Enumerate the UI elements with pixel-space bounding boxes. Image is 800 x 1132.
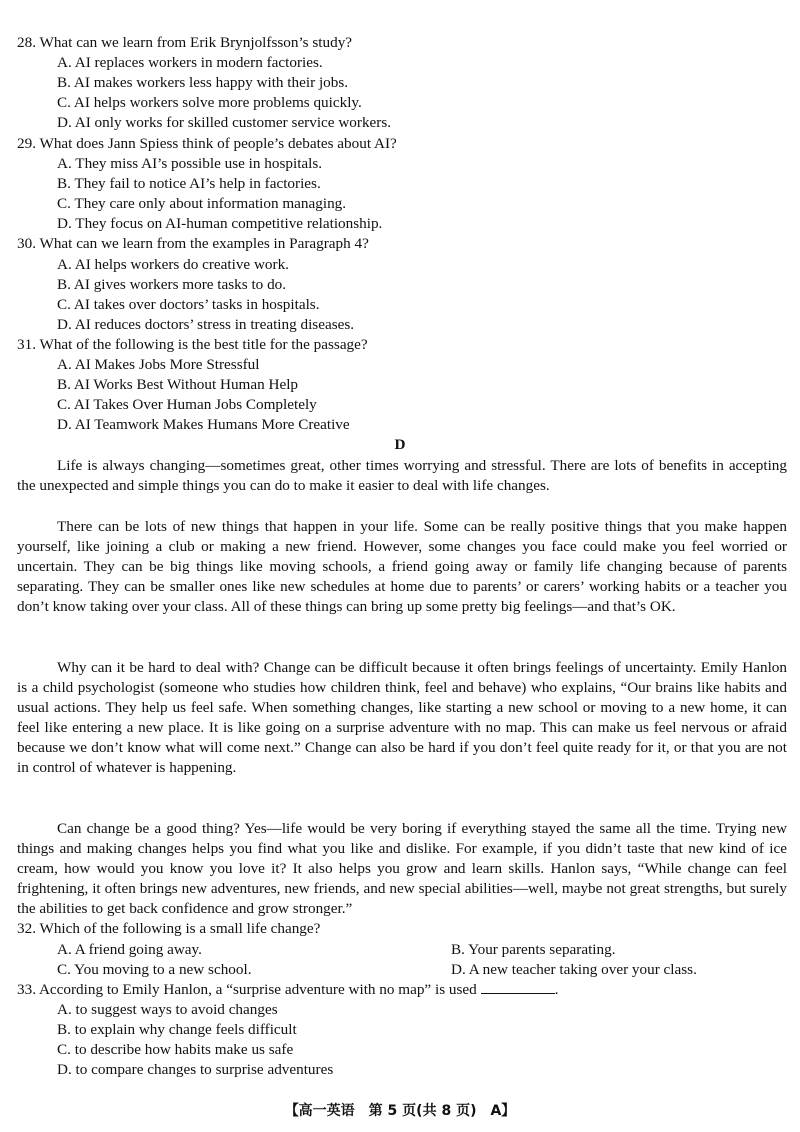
question-33-stem-text: 33. According to Emily Hanlon, a “surprise adventure with no map” is used [17, 981, 477, 998]
question-28-option-c: C. AI helps workers solve more problems quickly. [57, 94, 362, 111]
question-28-stem: 28. What can we learn from Erik Brynjolfsson’s study? [17, 34, 353, 51]
question-31-option-b: B. AI Works Best Without Human Help [57, 376, 299, 393]
question-31-stem: 31. What of the following is the best title for the passage? [17, 336, 368, 353]
question-32-option-d: D. A new teacher taking over your class. [451, 961, 697, 978]
question-31-option-d: D. AI Teamwork Makes Humans More Creative [57, 416, 350, 433]
question-29-option-c: C. They care only about information managing. [57, 195, 347, 212]
question-30-stem: 30. What can we learn from the examples in Paragraph 4? [17, 235, 369, 252]
passage-paragraph-4: Can change be a good thing? Yes—life would be very boring if everything stayed the same all the time. Trying new things and making changes helps you find what you like and dislike. For example, if you didn’t taste that new kind of ice cream, how would you know you love it? It also helps you grow and learn skills. Hanlon says, “While change can feel frightening, it often brings new adventures, new friends, and new special abilities—well, maybe not great strengths, but surely the abilities to get back confidence and grow stronger.” [17, 820, 787, 918]
passage-paragraph-1: Life is always changing—sometimes great, other times worrying and stressful. There are lots of benefits in accepting the unexpected and simple things you can do to make it easier to deal with life changes. [17, 457, 787, 495]
question-33-stem [17, 981, 559, 999]
question-29-option-d: D. They focus on AI-human competitive relationship. [57, 215, 383, 232]
question-32-option-b: B. Your parents separating. [451, 941, 616, 958]
question-32-option-a: A. A friend going away. [57, 941, 202, 958]
answer-blank [481, 981, 555, 994]
question-28-option-b: B. AI makes workers less happy with their jobs. [57, 74, 349, 91]
passage-paragraph-2: There can be lots of new things that happen in your life. Some can be really positive things that you make happen yourself, like joining a club or making a new friend. However, some changes you face could make you feel worried or uncertain. They can be big things like moving schools, a friend going away or family life changing because of parents separating. They can be smaller ones like new schedules at home due to parents’ or carers’ working habits or a teacher you don’t know taking over your class. All of these things can bring up some pretty big feelings—and that’s OK. [17, 518, 787, 616]
question-30-option-c: C. AI takes over doctors’ tasks in hospitals. [57, 296, 320, 313]
question-31-option-c: C. AI Takes Over Human Jobs Completely [57, 396, 317, 413]
question-28-option-a: A. AI replaces workers in modern factories. [57, 54, 323, 71]
question-33-option-c: C. to describe how habits make us safe [57, 1041, 294, 1058]
question-33-option-b: B. to explain why change feels difficult [57, 1021, 297, 1038]
question-31-option-a: A. AI Makes Jobs More Stressful [57, 356, 260, 373]
question-33-stem-end: . [554, 981, 559, 998]
question-30-option-d: D. AI reduces doctors’ stress in treating diseases. [57, 316, 355, 333]
passage-paragraph-3: Why can it be hard to deal with? Change can be difficult because it often brings feelings of uncertainty. Emily Hanlon is a child psychologist (someone who studies how children think, feel and behave) who explains, “Our brains like habits and usual actions. They help us feel safe. When something changes, like starting a new school or moving to a new home, it can feel like entering a new place. It is like going on a surprise adventure with no map. This can make us feel nervous or afraid because we don’t know what will come next.” Change can also be hard if you don’t feel quite ready for it, or that you are not in control of whatever is happening. [17, 659, 787, 777]
question-29-option-b: B. They fail to notice AI’s help in factories. [57, 175, 321, 192]
question-28-option-d: D. AI only works for skilled customer service workers. [57, 114, 392, 131]
section-heading: D [394, 436, 406, 453]
question-30-option-a: A. AI helps workers do creative work. [57, 256, 289, 273]
question-29-option-a: A. They miss AI’s possible use in hospitals. [57, 155, 323, 172]
question-30-option-b: B. AI gives workers more tasks to do. [57, 276, 287, 293]
question-32-option-c: C. You moving to a new school. [57, 961, 252, 978]
page-footer: 【高一英语 第 5 页(共 8 页) A】 [284, 1103, 516, 1119]
question-33-option-a: A. to suggest ways to avoid changes [57, 1001, 278, 1018]
question-32-stem: 32. Which of the following is a small life change? [17, 920, 321, 937]
question-33-option-d: D. to compare changes to surprise adventures [57, 1061, 334, 1078]
question-29-stem: 29. What does Jann Spiess think of people’s debates about AI? [17, 135, 397, 152]
